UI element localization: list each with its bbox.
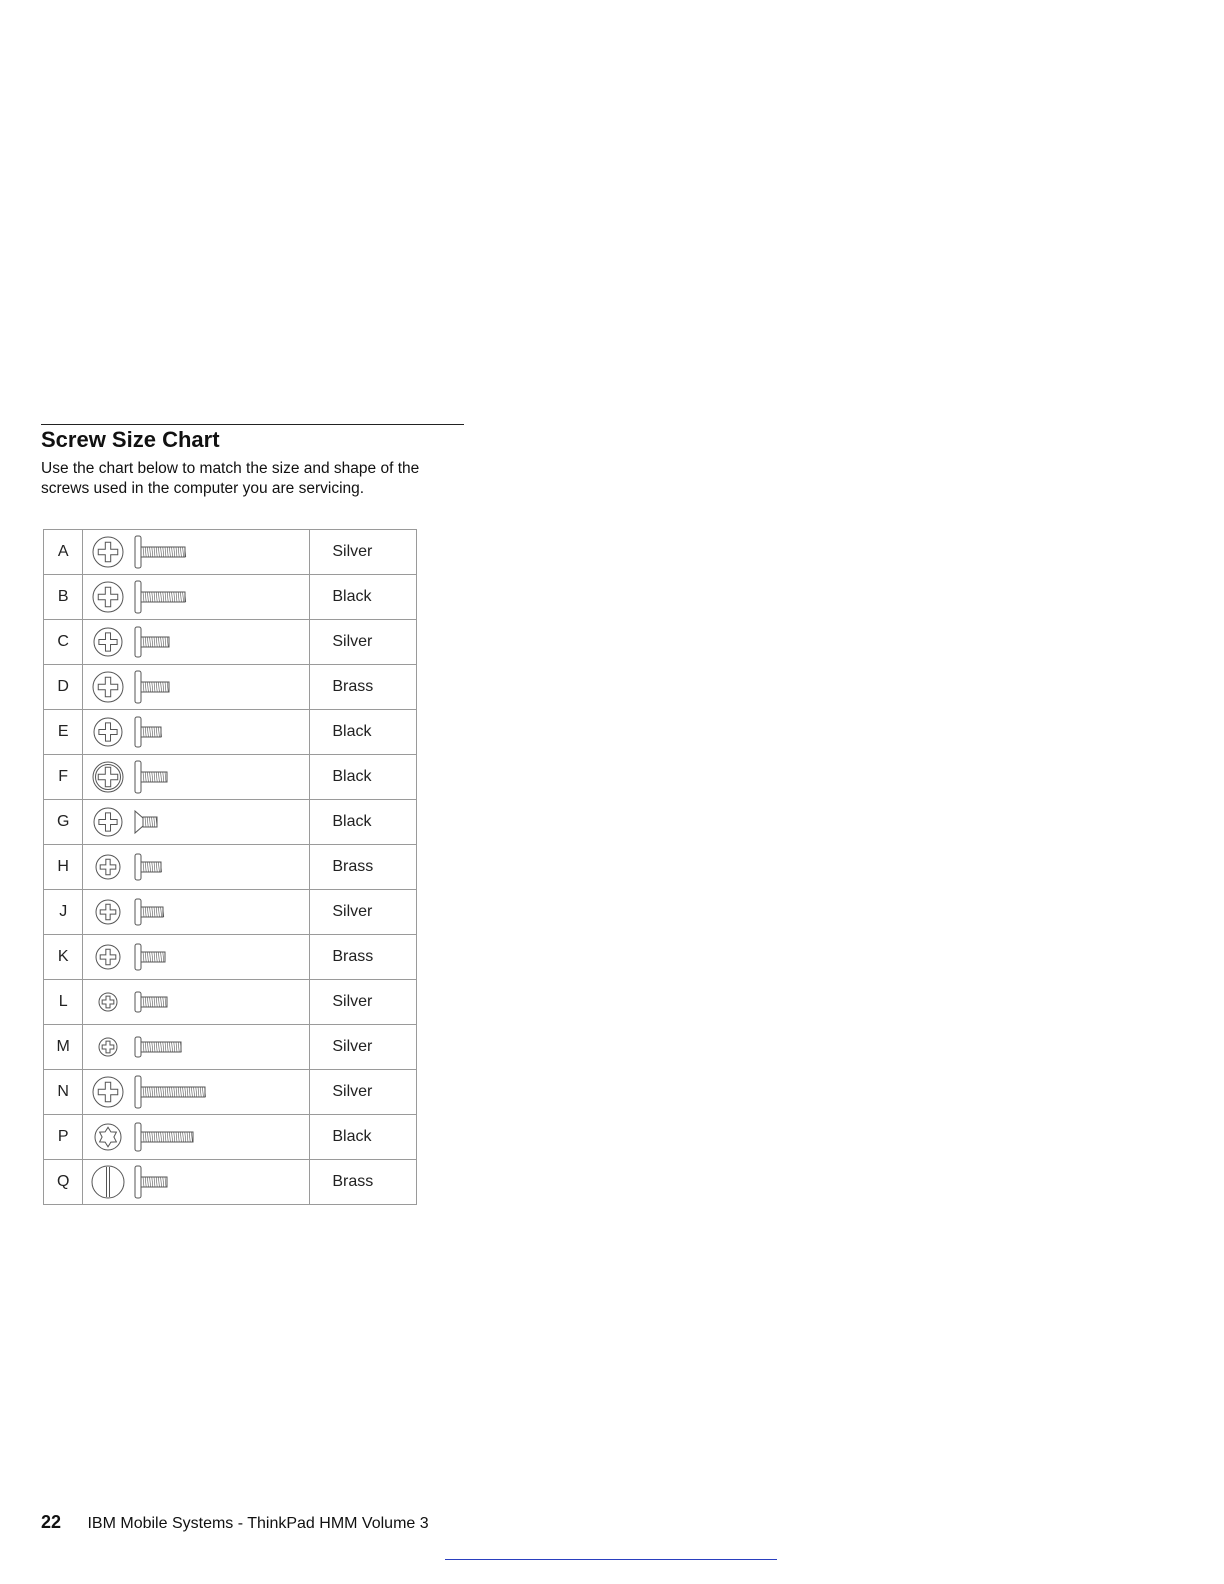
screw-row xyxy=(44,800,417,845)
torx-head-icon xyxy=(95,1124,121,1150)
screw-letter: A xyxy=(44,530,83,575)
section-rule xyxy=(41,424,464,425)
screw-color: Silver xyxy=(310,980,417,1025)
screw-letter: Q xyxy=(44,1160,83,1205)
screw-illustration xyxy=(91,530,301,574)
page-footer xyxy=(41,1512,429,1533)
screw-drawing xyxy=(83,1160,310,1205)
phillips-head-icon xyxy=(99,1038,117,1056)
phillips-head-icon xyxy=(99,993,117,1011)
screw-side-icon xyxy=(135,992,167,1012)
screw-drawing xyxy=(83,980,310,1025)
phillips-head-icon xyxy=(93,582,123,612)
screw-drawing xyxy=(83,620,310,665)
screw-drawing xyxy=(83,1115,310,1160)
screw-row xyxy=(44,1070,417,1115)
screw-letter: J xyxy=(44,890,83,935)
slotted-head-icon xyxy=(92,1166,124,1198)
screw-side-icon xyxy=(135,671,169,703)
screw-row xyxy=(44,620,417,665)
screw-color: Silver xyxy=(310,530,417,575)
screw-side-icon xyxy=(135,581,186,613)
screw-color: Brass xyxy=(310,935,417,980)
screw-illustration xyxy=(91,755,301,799)
screw-drawing xyxy=(83,1070,310,1115)
screw-side-icon xyxy=(135,811,157,833)
phillips-head-icon xyxy=(96,945,120,969)
screw-illustration xyxy=(91,980,301,1024)
screw-drawing xyxy=(83,890,310,935)
screw-drawing xyxy=(83,530,310,575)
screw-illustration xyxy=(91,665,301,709)
screw-row xyxy=(44,935,417,980)
screw-letter: K xyxy=(44,935,83,980)
screw-side-icon xyxy=(135,1076,206,1108)
screw-row xyxy=(44,575,417,620)
screw-row xyxy=(44,755,417,800)
screw-illustration xyxy=(91,1025,301,1069)
screw-color: Black xyxy=(310,710,417,755)
screw-row xyxy=(44,845,417,890)
phillips-head-icon xyxy=(96,900,120,924)
screw-letter: C xyxy=(44,620,83,665)
screw-row xyxy=(44,665,417,710)
screw-letter: P xyxy=(44,1115,83,1160)
screw-illustration xyxy=(91,800,301,844)
phillips-head-icon xyxy=(94,628,122,656)
screw-side-icon xyxy=(135,1123,193,1151)
screw-side-icon xyxy=(135,536,186,568)
screw-illustration xyxy=(91,620,301,664)
screw-illustration xyxy=(91,845,301,889)
screw-drawing xyxy=(83,575,310,620)
screw-color: Black xyxy=(310,1115,417,1160)
screw-letter: D xyxy=(44,665,83,710)
screw-illustration xyxy=(91,890,301,934)
bottom-link-line xyxy=(445,1559,777,1560)
screw-color: Black xyxy=(310,755,417,800)
screw-drawing xyxy=(83,710,310,755)
screw-side-icon xyxy=(135,761,167,793)
screw-letter: E xyxy=(44,710,83,755)
screw-row xyxy=(44,980,417,1025)
screw-side-icon xyxy=(135,717,162,747)
phillips-head-icon xyxy=(96,855,120,879)
screw-row xyxy=(44,1160,417,1205)
screw-color: Brass xyxy=(310,845,417,890)
screw-illustration xyxy=(91,575,301,619)
phillips-head-icon xyxy=(93,537,123,567)
phillips-head-icon xyxy=(94,718,122,746)
screw-row xyxy=(44,890,417,935)
footer-title: IBM Mobile Systems - ThinkPad HMM Volume 3 xyxy=(87,1515,429,1532)
intro-text: Use the chart below to match the size and shape of the screws used in the computer you are servicing. xyxy=(41,460,420,497)
screw-drawing xyxy=(83,755,310,800)
screw-side-icon xyxy=(135,1037,181,1057)
screw-drawing xyxy=(83,1025,310,1070)
screw-drawing xyxy=(83,845,310,890)
screw-illustration xyxy=(91,1070,301,1114)
screw-size-chart xyxy=(43,529,417,1205)
screw-color: Brass xyxy=(310,1160,417,1205)
screw-color: Brass xyxy=(310,665,417,710)
screw-letter: M xyxy=(44,1025,83,1070)
screw-illustration xyxy=(91,710,301,754)
screw-drawing xyxy=(83,800,310,845)
screw-color: Silver xyxy=(310,890,417,935)
screw-chart-body xyxy=(44,530,417,1205)
screw-color: Silver xyxy=(310,620,417,665)
screw-letter: H xyxy=(44,845,83,890)
phillips-flat-head-icon xyxy=(94,808,122,836)
screw-row xyxy=(44,710,417,755)
screw-illustration xyxy=(91,935,301,979)
screw-letter: L xyxy=(44,980,83,1025)
screw-row xyxy=(44,1025,417,1070)
screw-color: Silver xyxy=(310,1070,417,1115)
screw-side-icon xyxy=(135,944,165,970)
screw-drawing xyxy=(83,665,310,710)
screw-letter: B xyxy=(44,575,83,620)
screw-row xyxy=(44,1115,417,1160)
screw-side-icon xyxy=(135,899,164,925)
screw-illustration xyxy=(91,1160,301,1204)
screw-row xyxy=(44,530,417,575)
screw-side-icon xyxy=(135,627,169,657)
phillips-head-double-ring-icon xyxy=(93,762,123,792)
phillips-head-icon xyxy=(93,1077,123,1107)
screw-letter: N xyxy=(44,1070,83,1115)
phillips-head-icon xyxy=(93,672,123,702)
screw-side-icon xyxy=(135,854,162,880)
screw-letter: F xyxy=(44,755,83,800)
screw-letter: G xyxy=(44,800,83,845)
screw-color: Silver xyxy=(310,1025,417,1070)
page-title: Screw Size Chart xyxy=(41,427,220,452)
screw-illustration xyxy=(91,1115,301,1159)
screw-color: Black xyxy=(310,800,417,845)
screw-drawing xyxy=(83,935,310,980)
screw-side-icon xyxy=(135,1166,167,1198)
screw-color: Black xyxy=(310,575,417,620)
page-number: 22 xyxy=(41,1512,62,1532)
